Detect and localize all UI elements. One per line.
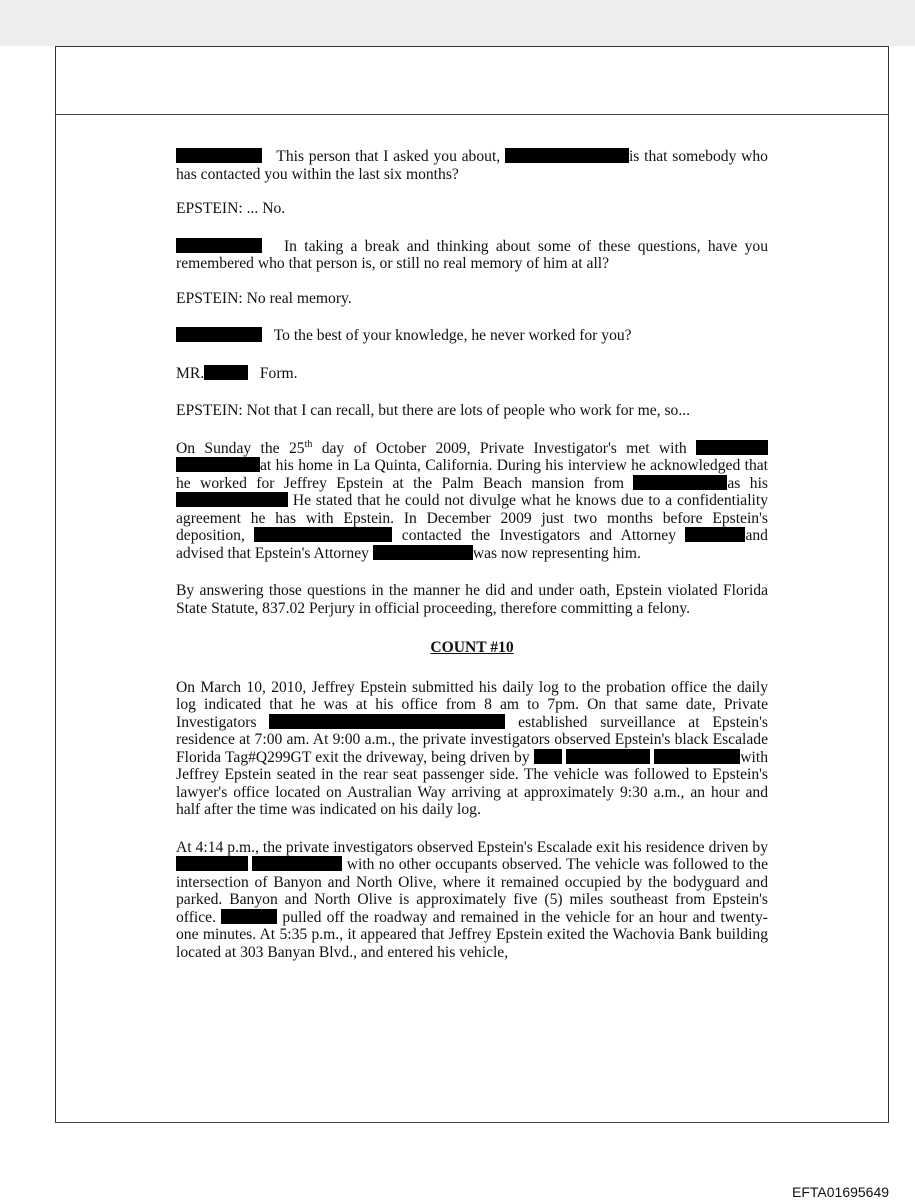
paragraph-text: On Sunday the 25 [176,439,305,457]
dialogue-text: ... No. [246,200,286,217]
background-band [0,0,915,46]
paragraph-text: as his [727,474,768,492]
paragraph-text: at his home in La Quinta, California. During his interview he acknowledged that he worked for Jeffrey Epstein at the Palm Beach mansion from [176,457,768,492]
paragraph-text: was now representing him. [472,544,641,562]
dialogue-question-1 [176,148,768,183]
redaction-block [373,545,473,560]
paragraph-text: and advised that Epstein's Attorney [176,527,768,562]
paragraph-text: with no other occupants observed. The vehicle was followed to the intersection of Banyon and North Olive, where it remained occupied by the bodyguard and parked. Banyon and North Olive is approximately five (5) miles southeast from Epstein's office. [176,856,768,926]
dialogue-text: This person that I asked you about, [276,148,501,165]
paragraph-text: On March 10, 2010, Jeffrey Epstein submitted his daily log to the probation office the daily log indicated that he was at his office from 8 am to 7pm. On that same date, Private Investigators [176,678,768,731]
narrative-paragraph-2 [176,582,768,617]
count-paragraph-1 [176,679,768,819]
redaction-block [176,457,260,472]
footer-rule [55,1122,889,1123]
narrative-paragraph-1 [176,440,768,563]
ordinal-suffix: th [304,438,313,450]
paragraph-text: established surveillance at Epstein's residence at 7:00 am. At 9:00 a.m., the private investigators observed Epstein's black Escalade Florida Tag#Q299GT exit the driveway, being driven by [176,713,768,766]
dialogue-answer-1 [176,200,768,218]
speaker-label: EPSTEIN: [176,289,243,307]
paragraph-text: By answering those questions in the manner he did and under oath, Epstein violated Florida State Statute, 837.02 Perjury in official proceeding, therefore committing a felony. [176,582,768,617]
dialogue-text: Form. [259,364,298,382]
redaction-block [176,148,262,163]
redaction-block [221,909,277,924]
dialogue-question-2 [176,238,768,273]
redaction-block [176,492,288,507]
dialogue-objection [176,365,768,383]
redaction-block [254,527,392,542]
redaction-block [505,148,629,163]
redaction-block [685,527,745,542]
header-rule [55,114,889,115]
count-heading: COUNT #10 [430,639,514,656]
dialogue-text: Not that I can recall, but there are lots of people who work for me, so... [246,402,691,419]
redaction-block [176,327,262,342]
dialogue-answer-2 [176,290,768,308]
dialogue-answer-3 [176,402,768,420]
speaker-label: EPSTEIN: [176,200,243,217]
redaction-block [176,856,248,871]
speaker-label: EPSTEIN: [176,402,243,419]
dialogue-text: is that somebody who has contacted you within the last six months? [176,148,768,183]
paragraph-text: At 4:14 p.m., the private investigators observed Epstein's Escalade exit his residence driven by [176,838,768,856]
count-paragraph-2 [176,839,768,962]
redaction-block [176,238,262,253]
redaction-block [654,749,740,764]
paragraph-text: pulled off the roadway and remained in the vehicle for an hour and twenty-one minutes. At 5:35 p.m., it appeared that Jeffrey Epstein exited the Wachovia Bank building located at 303 Banyan Blvd., and entered his vehicle, [176,908,768,961]
redaction-block [534,749,562,764]
redaction-block [633,475,727,490]
dialogue-text: In taking a break and thinking about some of these questions, have you remembered who that person is, or still no real memory of him at all? [176,237,768,272]
paragraph-text: contacted the Investigators and Attorney [401,527,677,544]
document-body [176,148,768,981]
redaction-block [566,749,650,764]
paragraph-text: day of October 2009, Private Investigator's met with [312,439,687,457]
paragraph-text: with Jeffrey Epstein seated in the rear seat passenger side. The vehicle was followed to Epstein's lawyer's office located on Australian Way arriving at approximately 9:30 a.m., an hour and half after the time was indicated on his daily log. [176,748,768,818]
redaction-block [269,714,505,729]
redaction-block [696,440,768,455]
redaction-block [204,365,248,380]
dialogue-question-3 [176,327,768,345]
paragraph-text: He stated that he could not divulge what he knows due to a confidentiality agreement he has with Epstein. In December 2009 just two months before Epstein's deposition, [176,492,768,544]
redaction-block [252,856,342,871]
dialogue-text: No real memory. [246,289,352,307]
speaker-label: MR. [176,364,205,382]
document-id: EFTA01695649 [792,1184,890,1200]
dialogue-text: To the best of your knowledge, he never worked for you? [273,327,632,344]
